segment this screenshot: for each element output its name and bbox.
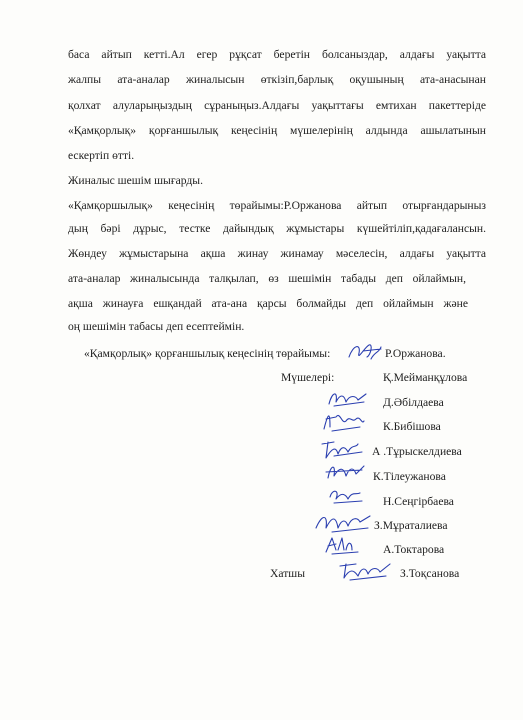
secretary-name: З.Тоқсанова — [400, 567, 460, 580]
resolution-line: ақша жинауға ешқандай ата-ана қарсы болмайды деп ойлаймын және — [68, 297, 468, 310]
resolution-line: ата-аналар жиналысында талқылап, өз шешімін табады деп ойлаймын, — [68, 272, 466, 285]
member-signature — [322, 532, 362, 556]
member-name: Д.Әбілдаева — [383, 396, 444, 409]
member-name: Қ.Мейманқұлова — [383, 371, 468, 384]
member-signature — [326, 485, 366, 507]
chair-name: Р.Оржанова. — [385, 347, 446, 360]
member-signature — [320, 407, 366, 435]
secretary-label: Хатшы — [270, 567, 306, 580]
resolution-line: оң шешімін табасы деп есептеймін. — [68, 320, 245, 333]
member-name: К.Тілеужанова — [373, 470, 446, 483]
chair-title: «Қамқорлық» қорғаншылық кеңесінің төрайымы: — [84, 347, 331, 360]
chair-signature — [345, 339, 385, 365]
member-name: Н.Сеңгірбаева — [383, 495, 454, 508]
paragraph-line: қолхат алуларыңыздың сұраныңыз.Алдағы уақыттағы емтихан пакеттеріде — [68, 99, 486, 112]
member-name: З.Мұраталиева — [374, 519, 448, 532]
decision-line: Жиналыс шешім шығарды. — [68, 174, 203, 187]
resolution-line: Жөндеу жұмыстарына ақша жинау жинамау мәселесін, алдағы уақытта — [68, 247, 486, 260]
member-name: А.Токтарова — [383, 543, 445, 556]
members-label: Мүшелері: — [281, 371, 335, 384]
paragraph-line: баса айтып кетті.Ал егер рұқсат беретін болсаныздар, алдағы уақытта — [68, 48, 486, 61]
paragraph-line: ескертіп өтті. — [68, 149, 135, 162]
resolution-line: дың бәрі дұрыс, тестке дайындық жұмыстары күшейтіліп,қадағалансын. — [68, 222, 486, 235]
member-name: К.Бибішова — [383, 420, 441, 433]
member-signature — [322, 458, 368, 484]
resolution-line: «Қамқоршылық» кеңесінің төрайымы:Р.Оржанова айтып отырғандарыныз — [68, 199, 486, 212]
paragraph-line: «Қамқорлық» қорғаншылық кеңесінің мүшелерінің алдында ашылатынын — [68, 124, 486, 137]
member-name: А .Тұрыскелдиева — [372, 445, 462, 458]
secretary-signature — [336, 558, 394, 582]
paragraph-line: жалпы ата-аналар жиналысын өткізіп,барлық оқушының ата-анасынан — [68, 73, 486, 86]
